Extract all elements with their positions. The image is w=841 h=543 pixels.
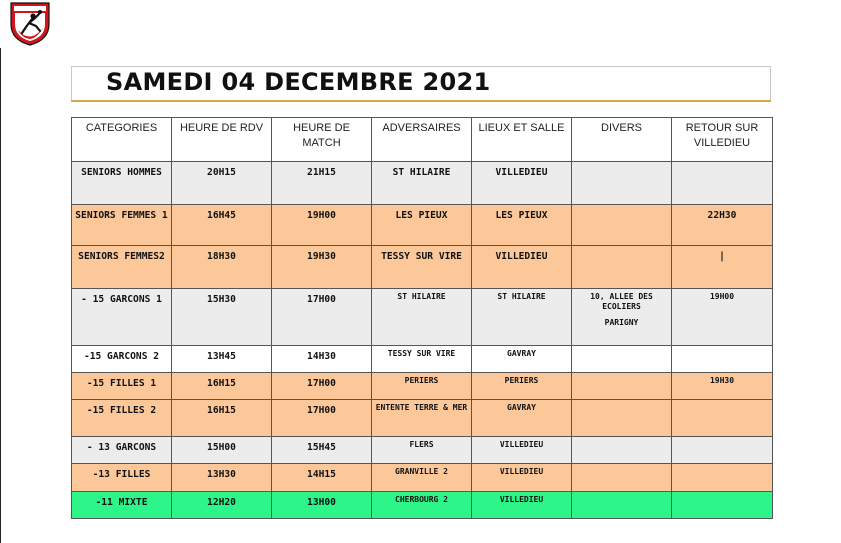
misc-cell bbox=[572, 464, 672, 492]
table-row bbox=[72, 346, 773, 373]
header-adversaires: ADVERSAIRES bbox=[372, 118, 472, 162]
match-cell: 17H00 bbox=[272, 373, 372, 400]
header-lieux: LIEUX ET SALLE bbox=[472, 118, 572, 162]
opponent-cell: PERIERS bbox=[372, 373, 472, 400]
category-cell: -15 FILLES 1 bbox=[72, 373, 172, 400]
venue-cell: VILLEDIEU bbox=[472, 246, 572, 289]
rdv-cell: 18H30 bbox=[172, 246, 272, 289]
misc-town: PARIGNY bbox=[604, 318, 639, 327]
match-cell: 15H45 bbox=[272, 437, 372, 464]
return-cell bbox=[672, 464, 773, 492]
match-cell: 17H00 bbox=[272, 289, 372, 346]
category-cell: SENIORS FEMMES 1 bbox=[72, 205, 172, 246]
rdv-cell: 12H20 bbox=[172, 492, 272, 519]
header-divers: DIVERS bbox=[572, 118, 672, 162]
table-row bbox=[72, 162, 773, 205]
return-cell: 22H30 bbox=[672, 205, 773, 246]
venue-cell: VILLEDIEU bbox=[472, 492, 572, 519]
title-underline bbox=[71, 100, 771, 102]
rdv-cell: 15H30 bbox=[172, 289, 272, 346]
table-row bbox=[72, 373, 773, 400]
rdv-cell: 13H30 bbox=[172, 464, 272, 492]
match-cell: 13H00 bbox=[272, 492, 372, 519]
misc-cell bbox=[572, 373, 672, 400]
category-cell: -15 GARCONS 2 bbox=[72, 346, 172, 373]
misc-cell bbox=[572, 492, 672, 519]
rdv-cell: 16H15 bbox=[172, 373, 272, 400]
category-cell: SENIORS FEMMES2 bbox=[72, 246, 172, 289]
header-retour: RETOUR SUR VILLEDIEU bbox=[672, 118, 773, 162]
venue-cell: VILLEDIEU bbox=[472, 437, 572, 464]
rdv-cell: 16H45 bbox=[172, 205, 272, 246]
header-match: HEURE DE MATCH bbox=[272, 118, 372, 162]
return-cell: 19H30 bbox=[672, 373, 773, 400]
misc-cell bbox=[572, 289, 672, 346]
schedule-table bbox=[71, 117, 773, 519]
match-cell: 21H15 bbox=[272, 162, 372, 205]
return-cell bbox=[672, 346, 773, 373]
misc-cell bbox=[572, 162, 672, 205]
category-cell: - 13 GARCONS bbox=[72, 437, 172, 464]
match-cell: 17H00 bbox=[272, 400, 372, 437]
match-cell: 19H30 bbox=[272, 246, 372, 289]
opponent-cell: TESSY SUR VIRE bbox=[372, 246, 472, 289]
misc-cell bbox=[572, 205, 672, 246]
return-cell bbox=[672, 162, 773, 205]
return-cell bbox=[672, 492, 773, 519]
table-row bbox=[72, 492, 773, 519]
return-cell: | bbox=[672, 246, 773, 289]
rdv-cell: 15H00 bbox=[172, 437, 272, 464]
misc-cell bbox=[572, 400, 672, 437]
table-row bbox=[72, 246, 773, 289]
table-row bbox=[72, 464, 773, 492]
venue-cell: VILLEDIEU bbox=[472, 464, 572, 492]
club-handball-logo bbox=[9, 0, 51, 46]
header-row bbox=[72, 118, 773, 162]
category-cell: SENIORS HOMMES bbox=[72, 162, 172, 205]
table-row bbox=[72, 400, 773, 437]
table-row bbox=[72, 437, 773, 464]
page-title: SAMEDI 04 DECEMBRE 2021 bbox=[106, 68, 491, 96]
opponent-cell: CHERBOURG 2 bbox=[372, 492, 472, 519]
opponent-cell: GRANVILLE 2 bbox=[372, 464, 472, 492]
match-cell: 19H00 bbox=[272, 205, 372, 246]
table-row bbox=[72, 289, 773, 346]
rdv-cell: 13H45 bbox=[172, 346, 272, 373]
opponent-cell: LES PIEUX bbox=[372, 205, 472, 246]
venue-cell: GAVRAY bbox=[472, 400, 572, 437]
opponent-cell: TESSY SUR VIRE bbox=[372, 346, 472, 373]
category-cell: - 15 GARCONS 1 bbox=[72, 289, 172, 346]
category-cell: -13 FILLES bbox=[72, 464, 172, 492]
opponent-cell: ST HILAIRE bbox=[372, 289, 472, 346]
match-cell: 14H30 bbox=[272, 346, 372, 373]
venue-cell: VILLEDIEU bbox=[472, 162, 572, 205]
venue-cell: LES PIEUX bbox=[472, 205, 572, 246]
category-cell: -11 MIXTE bbox=[72, 492, 172, 519]
category-cell: -15 FILLES 2 bbox=[72, 400, 172, 437]
venue-cell: ST HILAIRE bbox=[472, 289, 572, 346]
header-rdv: HEURE DE RDV bbox=[172, 118, 272, 162]
misc-address: 10, ALLEE DES ECOLIERS bbox=[590, 292, 653, 311]
venue-cell: PERIERS bbox=[472, 373, 572, 400]
match-cell: 14H15 bbox=[272, 464, 372, 492]
return-cell bbox=[672, 400, 773, 437]
header-categories: CATEGORIES bbox=[72, 118, 172, 162]
misc-cell bbox=[572, 246, 672, 289]
opponent-cell: ST HILAIRE bbox=[372, 162, 472, 205]
opponent-cell: ENTENTE TERRE & MER bbox=[372, 400, 472, 437]
table-row bbox=[72, 205, 773, 246]
rdv-cell: 16H15 bbox=[172, 400, 272, 437]
misc-cell bbox=[572, 437, 672, 464]
return-cell bbox=[672, 437, 773, 464]
misc-cell bbox=[572, 346, 672, 373]
return-cell: 19H00 bbox=[672, 289, 773, 346]
rdv-cell: 20H15 bbox=[172, 162, 272, 205]
venue-cell: GAVRAY bbox=[472, 346, 572, 373]
opponent-cell: FLERS bbox=[372, 437, 472, 464]
left-border-line bbox=[0, 48, 1, 543]
